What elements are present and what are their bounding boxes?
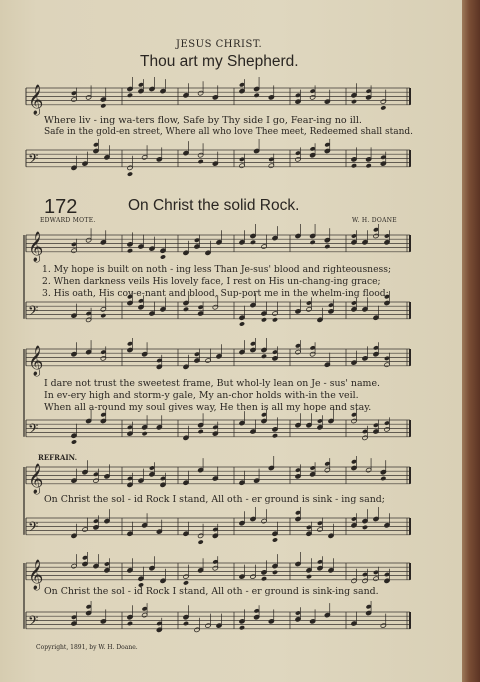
clef-icon: 𝄞 xyxy=(28,559,44,590)
notehead xyxy=(142,431,148,436)
top-lyric-line-2: Safe in the gold-en street, Where all who love Thee meet, Redeemed shall stand. xyxy=(44,127,414,137)
notehead xyxy=(272,537,278,542)
notehead xyxy=(310,240,316,245)
clef-icon: 𝄞 xyxy=(28,231,44,262)
verse-line-3a: 3. His oath, His cov-e-nant and blood, Sup-port me in the whelm-ing flood; xyxy=(42,288,389,299)
refrain-line-2: On Christ the sol - id Rock I stand, All oth - er ground is sink-ing sand. xyxy=(44,586,379,597)
verse-line-1a: 1. My hope is built on noth - ing less Than Je-sus' blood and righteousness; xyxy=(42,264,392,275)
notehead xyxy=(250,240,256,245)
notehead xyxy=(183,580,189,585)
verse-line-2b: In ev-ery high and storm-y gale, My an-chor holds with-in the veil. xyxy=(44,390,359,401)
notehead xyxy=(239,625,245,630)
clef-icon: 𝄢 xyxy=(28,612,39,632)
clef-icon: 𝄞 xyxy=(28,463,44,494)
notehead xyxy=(198,429,204,434)
notehead xyxy=(380,476,386,481)
notehead xyxy=(198,159,204,164)
verse-line-1b: I dare not trust the sweetest frame, But whol-ly lean on Je - sus' name. xyxy=(44,378,380,389)
notehead xyxy=(261,354,267,359)
clef-icon: 𝄞 xyxy=(28,84,44,115)
clef-icon: 𝄢 xyxy=(28,420,39,440)
verse-line-3b: When all a-round my soul gives way, He then is all my hope and stay. xyxy=(44,402,372,413)
notehead xyxy=(127,248,133,253)
clef-icon: 𝄢 xyxy=(28,150,39,170)
book-edge xyxy=(462,0,480,682)
top-hymn-title: Thou art my Shepherd. xyxy=(140,53,299,70)
notehead xyxy=(272,570,278,575)
notehead xyxy=(351,163,357,168)
notehead xyxy=(261,576,267,581)
notehead xyxy=(71,439,77,444)
notehead xyxy=(261,317,267,322)
refrain-line-1: On Christ the sol - id Rock I stand, All oth - er ground is sink - ing sand; xyxy=(44,494,385,505)
hymn-title: On Christ the solid Rock. xyxy=(128,197,300,214)
notehead xyxy=(127,171,133,176)
section-title: JESUS CHRIST. xyxy=(176,39,263,50)
notehead xyxy=(160,254,166,259)
notehead xyxy=(183,307,189,312)
refrain-label: REFRAIN. xyxy=(38,453,78,462)
top-lyric-line-1: Where liv - ing wa-ters flow, Safe by Thy side I go, Fear-ing no ill. xyxy=(44,115,362,126)
notehead xyxy=(324,244,330,249)
clef-icon: 𝄢 xyxy=(28,518,39,538)
notehead xyxy=(366,163,372,168)
notehead xyxy=(100,313,106,318)
notehead xyxy=(100,103,106,108)
notehead xyxy=(239,321,245,326)
hymn-number: 172 xyxy=(44,196,78,218)
clef-icon: 𝄢 xyxy=(28,302,39,322)
notehead xyxy=(127,621,133,626)
verse-line-2a: 2. When darkness veils His lovely face, I rest on His un-chang-ing grace; xyxy=(42,276,381,287)
composer-credit: W. H. DOANE xyxy=(352,217,397,224)
notehead xyxy=(254,93,260,98)
notehead xyxy=(351,99,357,104)
notehead xyxy=(198,539,204,544)
notehead xyxy=(306,574,312,579)
notehead xyxy=(272,433,278,438)
copyright-note: Copyright, 1891, by W. H. Doane. xyxy=(36,644,138,651)
notehead xyxy=(127,93,133,98)
notehead xyxy=(183,621,189,626)
notehead xyxy=(380,105,386,110)
notehead xyxy=(272,317,278,322)
author-credit: EDWARD MOTE. xyxy=(40,217,96,224)
notehead xyxy=(362,525,368,530)
clef-icon: 𝄞 xyxy=(28,345,44,376)
